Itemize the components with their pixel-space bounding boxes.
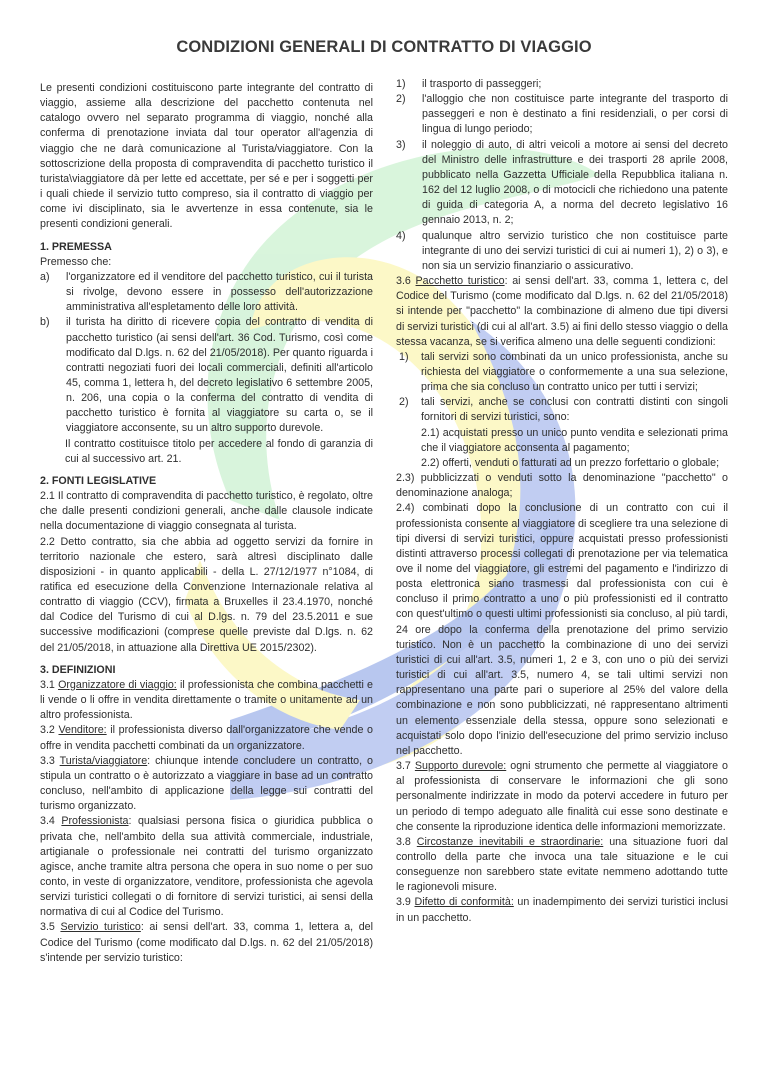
sub-item-2-2: 2.2) offerti, venduti o fatturati ad un prezzo forfettario o globale; <box>421 456 720 469</box>
list-item-text: il turista ha diritto di ricevere copia del contratto di vendita di pacchetto turistico (ai sensi dell'art. 36 Cod. Turismo, così come modificato dal D.lgs. n. 62 del 21/05/2018). Per quanto riguarda i contratti negoziati fuori dei locali commerciali, definiti all'articolo 45, comma 1, lettera h, del decreto legislativo 6 settembre 2005, n. 206, una copia o la conferma del contratto di vendita di pacchetto turistico è fornita al viaggiatore su carta o, se il viaggiatore acconsente, su un altro supporto durevole. <box>66 316 373 435</box>
definition-3-5 <box>40 920 373 965</box>
section-heading-fonti: 2. FONTI LEGISLATIVE <box>40 474 157 487</box>
list-item-text: il trasporto di passeggeri; <box>422 78 542 90</box>
fonti-paragraph-2-2: 2.2 Detto contratto, sia che abbia ad oggetto servizi da fornire in territorio nazionale che estero, sarà altresì disciplinato dalle disposizioni - in quanto applicabili - della L. 27/12/1977 n°1084, di ratifica ed esecuzione della Convenzione Internazionale relativa al contratto di viaggio (CCV), firmata a Bruxelles il 23.4.1970, nonché dal Codice del Turismo di cui al D.lgs. n. 79 del 23.5.2011 e sue successive modificazioni (comprese quelle previste dal D.lgs. n. 62 del 21/05/2018, in attuazione alla Direttiva UE 2015/2302). <box>40 535 373 654</box>
definition-3-3 <box>40 754 373 815</box>
definition-term: Turista/viaggiatore <box>59 754 148 767</box>
definition-number: 3.9 <box>396 896 411 909</box>
list-marker: 1) <box>396 78 406 90</box>
section-heading-definizioni: 3. DEFINIZIONI <box>40 663 116 676</box>
definition-text: il professionista che combina pacchetti e li vende o li offre in vendita direttamente o tramite o unitamente ad un altro professionista. <box>40 678 373 722</box>
intro-paragraph: Le presenti condizioni costituiscono parte integrante del contratto di viaggio, assieme alla descrizione del pacchetto contenuta nel catalogo ovvero nel separato programma di viaggio, nonché alla conferma di prenotazione inviata dal tour operator all'agenzia di viaggio che ne darà comunicazione al Turista/viaggiatore. Con la sottoscrizione della proposta di compravendita di pacchetto turistico il turista\viaggiatore dà per lette ed accettate, per sé e per i soggetti per i quali chiede il servizio tutto compreso, sia il contratto di viaggio per come ivi disciplinato, sia le avvertenze in essa contenute, sia le presenti condizioni generali. <box>40 82 373 231</box>
definition-number: 3.7 <box>396 760 411 773</box>
list-item <box>396 350 728 395</box>
item-2-4: 2.4) combinati dopo la conclusione di un contratto con cui il professionista consente al viaggiatore di scegliere tra una selezione di tipi diversi di servizi turistici, oppure acquistati presso professionisti distinti attraverso processi collegati di prenotazione per via telematica ove il nome del viaggiatore, gli estremi del pagamento e l'indirizzo di posta elettronica siano trasmessi dal professionista con cui è concluso il primo contratto a uno o più professionisti ed il contratto con quest'ultimo o questi ultimi professionisti sia concluso, al più tardi, 24 ore dopo la conferma della prenotazione del primo servizio turistico. Non è un pacchetto la combinazione di uno dei servizi turistici di cui all'art. 3.5, numeri 1, 2 e 3, con uno o più dei servizi turistici di cui all'art. 3.5, numero 4, se tali ultimi servizi non rappresentano una parte pari o superiore al 25% del valore della combinazione e non sono pubblicizzati, né rappresentano altrimenti un elemento essenziale della stessa, oppure sono selezionati e acquistati solo dopo l'inizio dell'esecuzione del primo servizio incluso nel pacchetto. <box>396 502 728 757</box>
list-item-text: qualunque altro servizio turistico che non costituisce parte integrante di uno dei servizi turistici di cui ai numeri 1), 2) o 3), e non sia un servizio finanziario o assicurativo. <box>422 229 728 272</box>
list-marker: 2) <box>399 396 409 409</box>
list-item-text: l'alloggio che non costituisce parte integrante del trasporto di passeggeri e non è destinato a fini residenziali, o per corsi di lingua di lungo periodo; <box>422 93 728 136</box>
list-marker: 3) <box>396 138 406 151</box>
definition-term: Organizzatore di viaggio: <box>58 678 177 691</box>
left-column <box>40 81 373 966</box>
definition-3-1 <box>40 678 373 723</box>
list-item <box>396 138 728 229</box>
list-marker: b) <box>40 316 50 329</box>
list-marker: 2) <box>396 93 406 106</box>
premessa-lead: Premesso che: <box>40 255 112 268</box>
list-marker: 4) <box>396 229 406 242</box>
premessa-note: Il contratto costituisce titolo per accedere al fondo di garanzia di cui al successivo art. 21. <box>65 437 373 465</box>
definition-3-7 <box>396 759 728 835</box>
definition-number: 3.4 <box>40 815 55 828</box>
definition-3-4 <box>40 814 373 920</box>
definition-text: una situazione fuori dal controllo della parte che invoca una tale situazione e le cui conseguenze non sarebbero state evitate nemmeno adottando tutte le ragionevoli misure. <box>396 835 728 894</box>
definition-number: 3.5 <box>40 921 55 934</box>
definition-text: ogni strumento che permette al viaggiatore o al professionista di conservare le informazioni che gli sono personalmente indirizzate in modo da potervi accedere in futuro per un periodo di tempo adeguato alle finalità cui esse sono destinate e che consente la riproduzione identica delle informazioni memorizzate. <box>396 760 728 833</box>
item-2-3: 2.3) pubblicizzati o venduti sotto la denominazione "pacchetto" o denominazione analoga; <box>396 472 728 500</box>
definition-number: 3.1 <box>40 678 55 691</box>
definition-term: Circostanze inevitabili e straordinarie: <box>416 835 604 848</box>
sub-item-2-1: 2.1) acquistati presso un unico punto vendita e selezionati prima che il viaggiatore acconsenta al pagamento; <box>421 426 728 454</box>
definition-text: : qualsiasi persona fisica o giuridica pubblica o privata che, nell'ambito della sua attività commerciale, industriale, artigianale o professionale nei contratti del turismo organizzato agisce, anche tramite altra persona che opera in suo nome o per suo conto, in veste di organizzatore, venditore, professionista che agevola servizi turistici collegati o di fornitore di servizi turistici, ai sensi della normativa di cui al Codice del Turismo. <box>40 815 373 919</box>
definition-term: Supporto durevole: <box>414 760 507 773</box>
definition-number: 3.3 <box>40 754 55 767</box>
list-item-text: tali servizi, anche se conclusi con contratti distinti con singoli fornitori di servizi turistici, sono: <box>421 396 728 424</box>
document-title: CONDIZIONI GENERALI DI CONTRATTO DI VIAGGIO <box>176 38 592 56</box>
definition-term: Difetto di conformità: <box>414 896 514 909</box>
list-item <box>396 229 728 274</box>
definition-3-9 <box>396 895 728 925</box>
list-marker: a) <box>40 270 50 283</box>
right-column <box>396 77 728 926</box>
definition-3-8 <box>396 835 728 896</box>
definition-number: 3.8 <box>396 835 411 848</box>
definition-term: Pacchetto turistico <box>415 275 505 288</box>
list-item <box>40 315 373 436</box>
list-item-text: il noleggio di auto, di altri veicoli a motore ai sensi del decreto del Ministro delle infrastrutture e dei trasporti 28 aprile 2008, pubblicato nella Gazzetta Ufficiale della Repubblica italiana n. 162 del 12 luglio 2008, o di motocicli che richiedono una patente di guida di categoria A, a norma del decreto legislativo 16 gennaio 2013, n. 2; <box>422 138 728 227</box>
list-item <box>396 77 728 92</box>
fonti-paragraph-2-1: 2.1 Il contratto di compravendita di pacchetto turistico, è regolato, oltre che dalle presenti condizioni generali, anche dalle clausole indicate nella documentazione di viaggio consegnata al turista. <box>40 490 373 533</box>
definition-text: : ai sensi dell'art. 33, comma 1, lettera c, del Codice del Turismo (come modificato dal D.lgs. n. 62 del 21/05/2018) si intende per "pacchetto" la combinazione di almeno due tipi diversi di servizi turistici (di cui al all'art. 3.5) ai fini dello stesso viaggio o della stessa vacanza, se si verifica almeno una delle seguenti condizioni: <box>396 275 728 348</box>
definition-term: Venditore: <box>58 724 107 737</box>
list-item <box>396 92 728 137</box>
definition-term: Servizio turistico <box>60 921 141 934</box>
definition-text: il professionista diverso dall'organizzatore che vende o offre in vendita pacchetti combinati da un organizzatore. <box>40 724 373 752</box>
list-item-text: tali servizi sono combinati da un unico professionista, anche su richiesta del viaggiatore o conformemente a una sua selezione, prima che sia concluso un contratto unico per tutti i servizi; <box>421 350 728 394</box>
section-heading-premessa: 1. PREMESSA <box>40 240 112 253</box>
definition-3-2 <box>40 723 373 753</box>
list-item-text: l'organizzatore ed il venditore del pacchetto turistico, cui il turista si rivolge, devono essere in possesso dell'autorizzazione amministrativa all'espletamento delle loro attività. <box>66 270 373 314</box>
definition-text: : chiunque intende concludere un contratto, o stipula un contratto o è autorizzato a viaggiare in base ad un contratto concluso, nell'ambito di applicazione della legge sui contratti del turismo organizzato. <box>40 754 373 813</box>
definition-3-6 <box>396 274 728 350</box>
definition-number: 3.6 <box>396 275 411 288</box>
definition-text: un inadempimento dei servizi turistici inclusi in un pacchetto. <box>396 896 728 924</box>
definition-number: 3.2 <box>40 724 55 737</box>
list-marker: 1) <box>399 350 409 363</box>
definition-term: Professionista <box>61 815 129 828</box>
definition-text: : ai sensi dell'art. 33, comma 1, lettera a, del Codice del Turismo (come modificato dal D.lgs. n. 62 del 21/05/2018) s'intende per servizio turistico: <box>40 921 373 964</box>
list-item <box>396 395 728 425</box>
list-item <box>40 270 373 315</box>
